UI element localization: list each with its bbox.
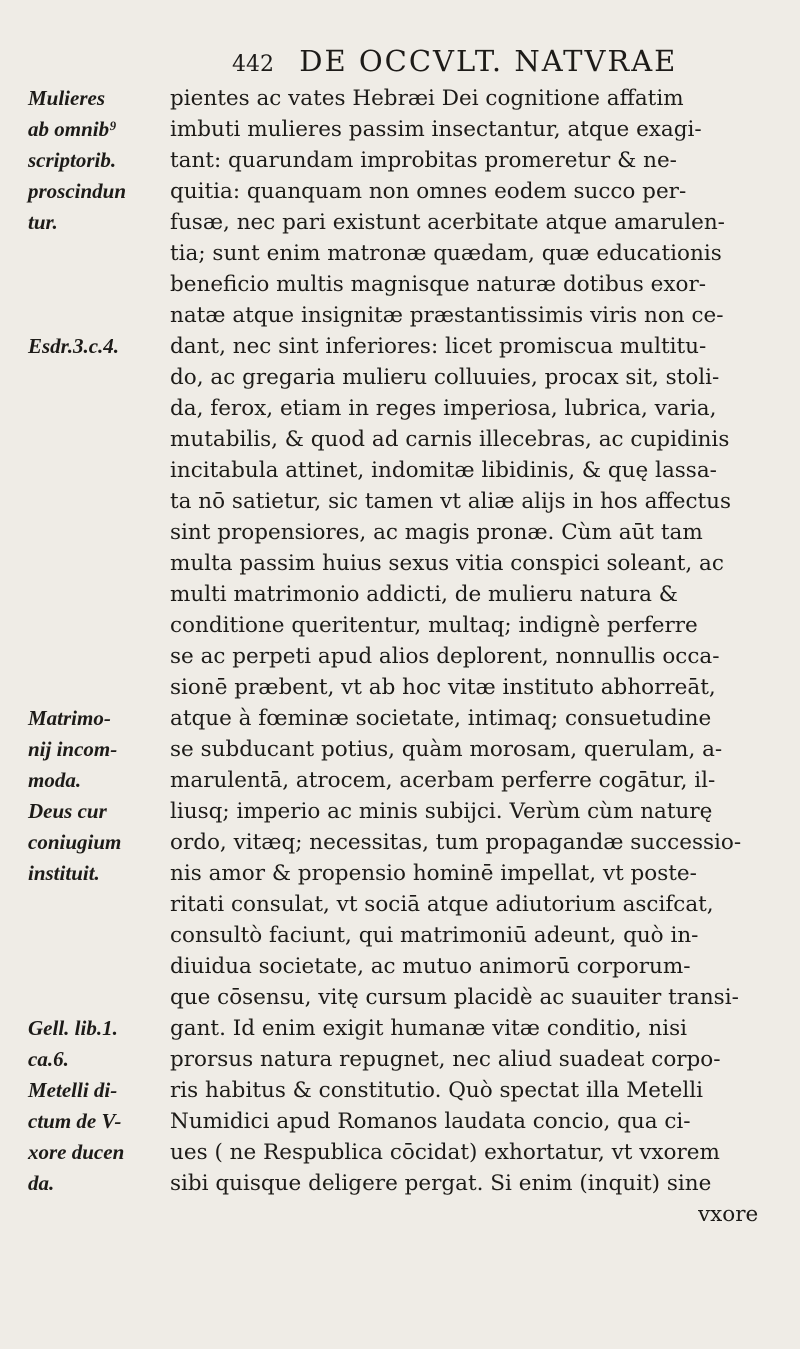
margin-note: ctum de V- xyxy=(28,1109,122,1133)
text-row xyxy=(0,1202,800,1233)
text-line: multa passim huius sexus vitia conspici soleant, ac xyxy=(170,551,724,576)
text-row xyxy=(0,985,800,1016)
margin-note: moda. xyxy=(28,768,82,792)
text-row xyxy=(0,799,800,830)
margin-note: Metelli di- xyxy=(28,1078,118,1102)
margin-note: ca.6. xyxy=(28,1047,69,1071)
text-row xyxy=(0,1140,800,1171)
text-line: prorsus natura repugnet, nec aliud suadeat corpo- xyxy=(170,1047,721,1072)
text-line: liusq; imperio ac minis subijci. Verùm cùm naturę xyxy=(170,799,713,824)
margin-note: Esdr.3.c.4. xyxy=(28,334,120,358)
text-line: fusæ, nec pari existunt acerbitate atque amarulen- xyxy=(170,210,725,235)
text-line: imbuti mulieres passim insectantur, atque exagi- xyxy=(170,117,702,142)
text-line: gant. Id enim exigit humanæ vitæ conditio, nisi xyxy=(170,1016,688,1041)
text-line: se ac perpeti apud alios deplorent, nonnullis occa- xyxy=(170,644,720,669)
text-row xyxy=(0,644,800,675)
margin-note: coniugium xyxy=(28,830,122,854)
text-line: tia; sunt enim matronæ quædam, quæ educationis xyxy=(170,241,722,266)
text-line: que cōsensu, vitę cursum placidè ac suauiter transi- xyxy=(170,985,739,1010)
text-row xyxy=(0,954,800,985)
text-row xyxy=(0,303,800,334)
text-line: mutabilis, & quod ad carnis illecebras, ac cupidinis xyxy=(170,427,730,452)
text-row xyxy=(0,1047,800,1078)
text-row xyxy=(0,272,800,303)
text-line: conditione queritentur, multaq; indignè perferre xyxy=(170,613,698,638)
margin-note: Deus cur xyxy=(28,799,107,823)
text-line: quitia: quanquam non omnes eodem succo per- xyxy=(170,179,687,204)
text-line: nis amor & propensio hominē impellat, vt poste- xyxy=(170,861,697,886)
text-row xyxy=(0,365,800,396)
text-line: pientes ac vates Hebræi Dei cognitione affatim xyxy=(170,86,684,111)
text-row xyxy=(0,1109,800,1140)
text-line: sionē præbent, vt ab hoc vitæ instituto abhorreāt, xyxy=(170,675,716,700)
margin-note: proscindun xyxy=(28,179,127,203)
text-line: marulentā, atrocem, acerbam perferre cogātur, il- xyxy=(170,768,716,793)
text-row xyxy=(0,737,800,768)
margin-note: tur. xyxy=(28,210,58,234)
text-row xyxy=(0,86,800,117)
text-row xyxy=(0,613,800,644)
text-row xyxy=(0,520,800,551)
text-row xyxy=(0,830,800,861)
text-line: ordo, vitæq; necessitas, tum propagandæ successio- xyxy=(170,830,742,855)
text-line: ta nō satietur, sic tamen vt aliæ alijs in hos affectus xyxy=(170,489,732,514)
text-line: Numidici apud Romanos laudata concio, qua ci- xyxy=(170,1109,691,1134)
margin-note: nij incom- xyxy=(28,737,118,761)
text-line: natæ atque insignitæ præstantissimis viris non ce- xyxy=(170,303,724,328)
text-row xyxy=(0,1171,800,1202)
text-line: diuidua societate, ac mutuo animorū corporum- xyxy=(170,954,691,979)
text-row xyxy=(0,768,800,799)
margin-note: Mulieres xyxy=(28,86,106,110)
margin-note: instituit. xyxy=(28,861,100,885)
margin-note: xore ducen xyxy=(28,1140,125,1164)
text-line: ues ( ne Respublica cōcidat) exhortatur, vt vxorem xyxy=(170,1140,720,1165)
text-line: atque à fœminæ societate, intimaq; consuetudine xyxy=(170,706,712,731)
text-row xyxy=(0,582,800,613)
text-row xyxy=(0,923,800,954)
margin-note: da. xyxy=(28,1171,55,1195)
text-row xyxy=(0,427,800,458)
margin-note: scriptorib. xyxy=(28,148,117,172)
text-row xyxy=(0,210,800,241)
text-line: multi matrimonio addicti, de mulieru natura & xyxy=(170,582,678,607)
text-row xyxy=(0,1078,800,1109)
text-line: se subducant potius, quàm morosam, querulam, a- xyxy=(170,737,723,762)
text-row xyxy=(0,551,800,582)
margin-note: ab omnib⁹ xyxy=(28,117,117,141)
text-line: consultò faciunt, qui matrimoniū adeunt, quò in- xyxy=(170,923,699,948)
text-row xyxy=(0,334,800,365)
text-row xyxy=(0,1016,800,1047)
text-row xyxy=(0,706,800,737)
margin-note: Matrimo- xyxy=(28,706,111,730)
page-number: 442 xyxy=(232,52,274,77)
margin-note: Gell. lib.1. xyxy=(28,1016,118,1040)
text-line: ritati consulat, vt sociā atque adiutorium ascifcat, xyxy=(170,892,714,917)
text-row xyxy=(0,148,800,179)
text-line: beneficio multis magnisque naturæ dotibus exor- xyxy=(170,272,706,297)
text-line: incitabula attinet, indomitæ libidinis, & quę lassa- xyxy=(170,458,717,483)
text-row xyxy=(0,675,800,706)
text-line: dant, nec sint inferiores: licet promiscua multitu- xyxy=(170,334,707,359)
running-title: DE OCCVLT. NATVRAE xyxy=(299,44,678,78)
text-line: tant: quarundam improbitas promeretur & ne- xyxy=(170,148,677,173)
text-row xyxy=(0,117,800,148)
text-line: ris habitus & constitutio. Quò spectat illa Metelli xyxy=(170,1078,704,1103)
catchword: vxore xyxy=(698,1202,759,1227)
text-row xyxy=(0,241,800,272)
text-line: sibi quisque deligere pergat. Si enim (inquit) sine xyxy=(170,1171,712,1196)
text-line: do, ac gregaria mulieru colluuies, procax sit, stoli- xyxy=(170,365,720,390)
running-header xyxy=(232,44,792,78)
text-row xyxy=(0,892,800,923)
text-row xyxy=(0,458,800,489)
text-row xyxy=(0,489,800,520)
text-row xyxy=(0,179,800,210)
text-row xyxy=(0,396,800,427)
text-line: da, ferox, etiam in reges imperiosa, lubrica, varia, xyxy=(170,396,717,421)
text-row xyxy=(0,861,800,892)
text-line: sint propensiores, ac magis pronæ. Cùm aūt tam xyxy=(170,520,703,545)
